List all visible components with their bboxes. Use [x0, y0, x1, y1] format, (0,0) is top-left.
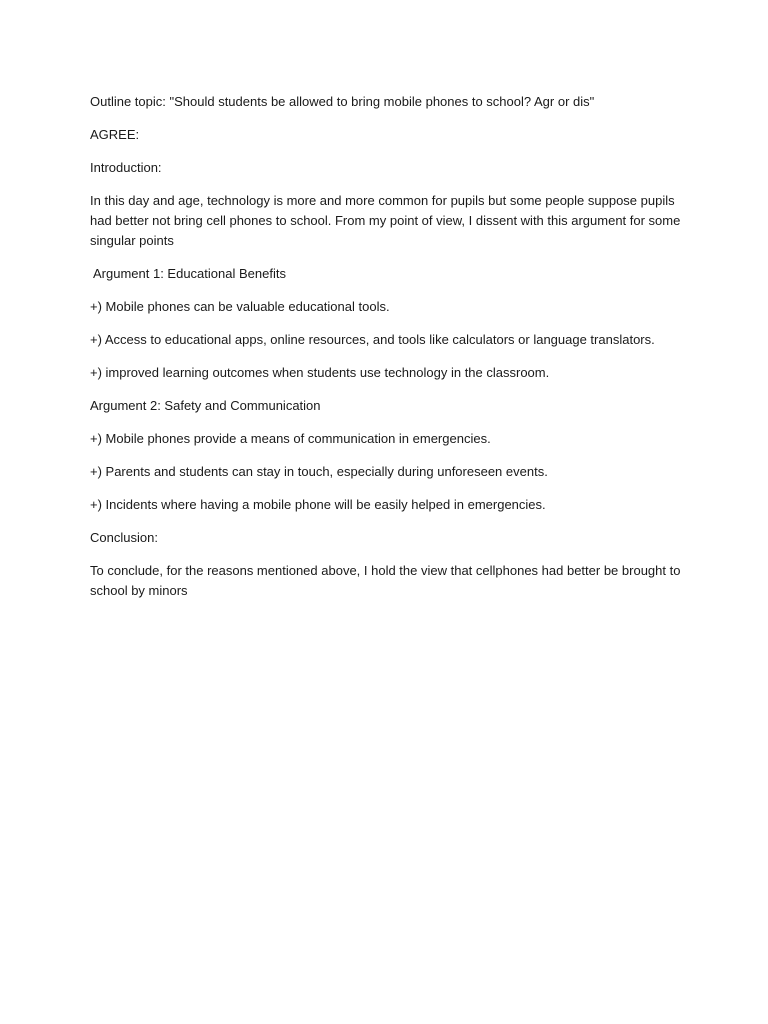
argument2-point: +) Mobile phones provide a means of communication in emergencies. [90, 431, 491, 446]
argument1-point: +) Access to educational apps, online resources, and tools like calculators or language translators. [90, 332, 655, 347]
argument2-point: +) Parents and students can stay in touch, especially during unforeseen events. [90, 464, 548, 479]
conclusion-text: To conclude, for the reasons mentioned above, I hold the view that cellphones had better be brought to school by minors [90, 563, 681, 598]
argument1-point: +) improved learning outcomes when students use technology in the classroom. [90, 365, 550, 380]
introduction-text: In this day and age, technology is more and more common for pupils but some people suppose pupils had better not bring cell phones to school. From my point of view, I dissent with this argument for some singular points [90, 193, 681, 248]
introduction-heading: Introduction: [90, 160, 162, 175]
argument1-point: +) Mobile phones can be valuable educational tools. [90, 299, 390, 314]
conclusion-heading: Conclusion: [90, 530, 158, 545]
outline-topic: Outline topic: "Should students be allowed to bring mobile phones to school? Agr or dis" [90, 94, 595, 109]
argument1-heading: Argument 1: Educational Benefits [93, 266, 286, 281]
argument2-point: +) Incidents where having a mobile phone will be easily helped in emergencies. [90, 497, 546, 512]
stance-label: AGREE: [90, 127, 140, 142]
argument2-heading: Argument 2: Safety and Communication [90, 398, 321, 413]
document-page [90, 92, 690, 614]
